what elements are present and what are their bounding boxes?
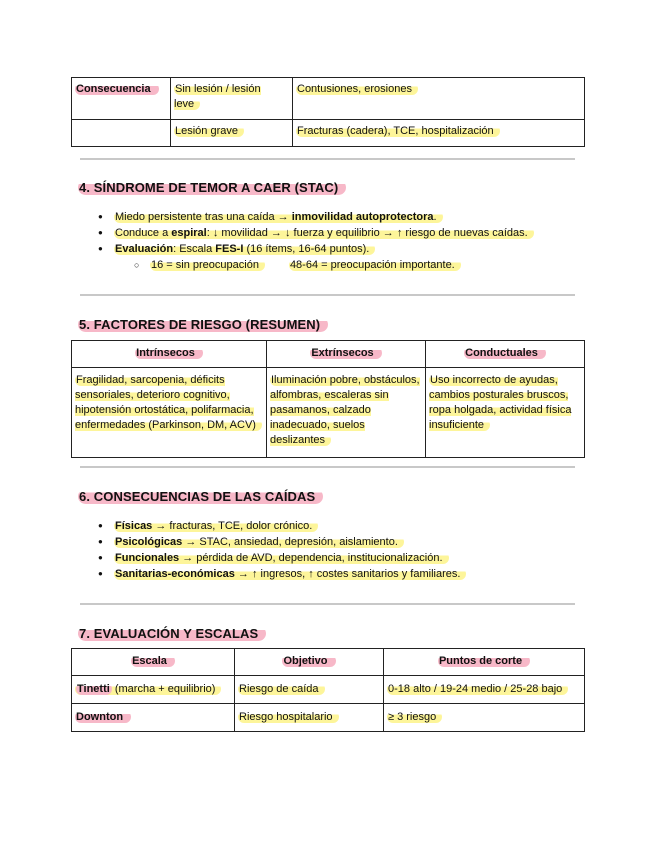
- table-row: [72, 78, 585, 120]
- scales-table: [71, 648, 585, 732]
- risk-factors-table: [71, 340, 585, 458]
- column-header: Extrínsecos: [267, 341, 426, 368]
- table-cell: Riesgo de caída: [235, 676, 384, 704]
- table-cell: Uso incorrecto de ayudas, cambios posturales bruscos, ropa holgada, actividad física insuficiente: [426, 368, 585, 458]
- column-header: Conductuales: [426, 341, 585, 368]
- divider: [80, 603, 575, 605]
- divider: [80, 158, 575, 160]
- table-row: [72, 704, 585, 732]
- column-header: Objetivo: [235, 649, 384, 676]
- consequences-table: [71, 77, 585, 147]
- section-title-consequences: 6. CONSECUENCIAS DE LAS CAÍDAS: [78, 489, 323, 504]
- section-title-stac: 4. SÍNDROME DE TEMOR A CAER (STAC): [78, 180, 346, 195]
- table-cell: Fragilidad, sarcopenia, déficits sensoriales, deterioro cognitivo, hipotensión ortostática, polifarmacia, enfermedades (Parkinson, DM, ACV): [72, 368, 267, 458]
- table-cell: Iluminación pobre, obstáculos, alfombras, escaleras sin pasamanos, calzado inadecuado, suelos deslizantes: [267, 368, 426, 458]
- consequences-list: [98, 518, 466, 582]
- section-title-risk-factors: 5. FACTORES DE RIESGO (RESUMEN): [78, 317, 328, 332]
- list-item: ● Psicológicas → STAC, ansiedad, depresión, aislamiento.: [98, 534, 466, 550]
- column-header: Escala: [72, 649, 235, 676]
- stac-list: [98, 209, 534, 273]
- table-row: [72, 120, 585, 147]
- list-item: ● Miedo persistente tras una caída → inmovilidad autoprotectora.: [98, 209, 534, 225]
- table-row: [72, 676, 585, 704]
- table-cell: Sin lesión / lesión leve: [171, 78, 293, 120]
- table-cell: 0-18 alto / 19-24 medio / 25-28 bajo: [384, 676, 585, 704]
- list-item: ● Conduce a espiral: ↓ movilidad → ↓ fuerza y equilibrio → ↑ riesgo de nuevas caídas.: [98, 225, 534, 241]
- divider: [80, 294, 575, 296]
- table-cell: Riesgo hospitalario: [235, 704, 384, 732]
- list-item: ● Evaluación: Escala FES-I (16 ítems, 16-64 puntos). ○ 16 = sin preocupación 48-64 = preocupación importante.: [98, 241, 534, 273]
- table-header-row: [72, 341, 585, 368]
- table-cell: Fracturas (cadera), TCE, hospitalización: [293, 120, 585, 147]
- table-header-row: [72, 649, 585, 676]
- table-cell: Contusiones, erosiones: [293, 78, 585, 120]
- table-cell: ≥ 3 riesgo: [384, 704, 585, 732]
- list-item: ● Físicas → fracturas, TCE, dolor crónico.: [98, 518, 466, 534]
- table-cell: Consecuencia: [72, 78, 171, 120]
- list-item: ● Sanitarias-económicas → ↑ ingresos, ↑ costes sanitarios y familiares.: [98, 566, 466, 582]
- column-header: Intrínsecos: [72, 341, 267, 368]
- divider: [80, 466, 575, 468]
- table-cell: [72, 120, 171, 147]
- table-cell: Tinetti (marcha + equilibrio): [72, 676, 235, 704]
- table-cell: Lesión grave: [171, 120, 293, 147]
- column-header: Puntos de corte: [384, 649, 585, 676]
- list-item: ● Funcionales → pérdida de AVD, dependencia, institucionalización.: [98, 550, 466, 566]
- table-row: [72, 368, 585, 458]
- table-cell: Downton: [72, 704, 235, 732]
- section-title-scales: 7. EVALUACIÓN Y ESCALAS: [78, 626, 266, 641]
- list-item: ○ 16 = sin preocupación 48-64 = preocupación importante.: [132, 257, 534, 273]
- fesi-sublist: [114, 257, 534, 273]
